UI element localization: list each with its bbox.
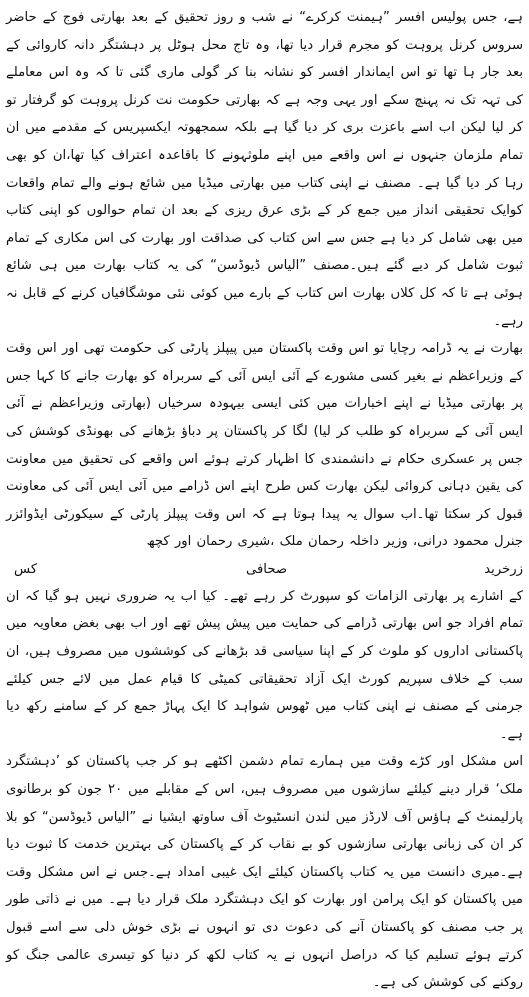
paragraph-4: اس مشکل اور کڑے وقت میں ہمارے تمام دشمن اکٹھے ہو کر جب پاکستان کو ’دہشتگرد ملک‘ قرار دینے کیلئے سازشوں میں مصروف ہیں، اس کے مقابلے میں ۲۰ جون کو برطانوی پارلیمنٹ کے ہاؤس آف لارڈز میں لندن انسٹیوٹ آف ساوتھ ایشیا نے ”الیاس ڈیوڈسن“ کو بلا کر ان کی زبانی بھارتی سازشوں کو بے نقاب کر کے پاکستان کی بہترین خدمت کا ثبوت دیا ہے۔میری دانست میں یہ کتاب پاکستان کیلئے ایک غیبی امداد ہے۔جس نے اس مشکل وقت میں پاکستان کو ایک پرامن اور بھارت کو ایک دہشتگرد ملک قرار دیا ہے۔ میں نے ذاتی طور پر جب مصنف کو پاکستان آنے کی دعوت دی تو انہوں نے بڑی خوش دلی سے اسے قبول کرتے ہوئے تسلیم کیا کہ دراصل انہوں نے یہ کتاب لکھ کر دنیا کو تیسری عالمی جنگ کو روکنے کی کوشش کی ہے۔ [6,754,523,991]
paragraph-2: بھارت نے یہ ڈرامہ رچایا تو اس وقت پاکستان میں پیپلز پارٹی کی حکومت تھی اور اس وقت کے وزیراعظم نے بغیر کسی مشورے کے آئی ایس آئی کے سربراہ کو بھارت جانے کا کہا جس پر بھارتی میڈیا نے اپنے اخبارات میں کئی ایسی بیہودہ سرخیاں (بھارتی وزیراعظم نے آئی ایس آئی کے سربراہ کو طلب کر لیا) لگا کر پاکستان پر دباؤ بڑھانے کی بھونڈی کوشش کی جس پر عسکری حکام نے دانشمندی کا اظہار کرتے ہوئے اس واقعے کی تحقیق میں معاونت کی یقین دہانی کروائی لیکن بھارت کس طرح اپنے اس ڈرامے میں آئی ایس آئی کی معاونت قبول کر سکتا تھا۔اب سوال یہ پیدا ہوتا ہے کہ اس وقت پیپلز پارٹی کے سیکورٹی ایڈوائزر جنرل محمود درانی، وزیر داخلہ رحمان ملک ،شیری رحمان اور کچھ [6,341,523,550]
paragraph-3: کے اشارے پر بھارتی الزامات کو سپورٹ کر رہے تھے۔ کیا اب یہ ضروری نہیں ہو گیا کہ ان تمام افراد جو اس بھارتی ڈرامے کی حمایت میں پیش پیش تھے اور اب بھی بغض معاویہ میں پاکستانی اداروں کو ملوث کر کے اپنا سیاسی قد بڑھانے کی کوششوں میں مصروف ہیں، ان سب کے خلاف سپریم کورٹ ایک آزاد تحقیقاتی کمیٹی کا قیام عمل میں لائے جس کیلئے جرمنی کے مصنف نے اپنی کتاب میں ٹھوس شواہد کا ایک پہاڑ جمع کر کے سامنے رکھ دیا ہے۔ [6,588,523,742]
spaced-word-right: زرخرید [484,561,523,577]
spaced-word-left: کس [14,561,38,577]
spaced-words-line [6,556,523,583]
spaced-word-middle: صحافی [246,561,288,577]
paragraph-1: ہے، جس پولیس افسر ”ہیمنت کرکرے“ نے شب و روز تحقیق کے بعد بھارتی فوج کے حاضر سروس کرنل پروہت کو مجرم قرار دیا تھا، وہ تاج محل ہوٹل پر دہشتگر دانہ کاروائی کے بعد جار ہا تھا تو اس ایماندار افسر کو نشانہ بنا کر گولی ماری گئی تا کہ وہ اس معاملے کی تہہ تک نہ پہنچ سکے اور یہی وجہ ہے کہ بھارتی حکومت نت کرنل پروہت کو گرفتار تو کر لیا لیکن اب اسے باعزت بری کر دیا گیا ہے بلکہ سمجھوتہ ایکسپریس کے مقدمے میں ان تمام ملزمان جنہوں نے اس واقعے میں اپنے ملوثہونے کا باقاعدہ اعتراف کیا تھا،ان کو بھی رہا کر دیا گیا ہے۔ مصنف نے اپنی کتاب میں بھارتی میڈیا میں شائع ہونے والے تمام واقعات کوایک تحقیقی انداز میں جمع کر کے بڑی عرق ریزی کے بعد ان تمام حوالوں کو اپنی کتاب میں بھی شامل کر دیا ہے جس سے اس کتاب کی صداقت اور بھارت کی اس مکاری کے تمام ثبوت شامل کر دیے گئے ہیں۔مصنف ”الیاس ڈیوڈسن“ کی یہ کتاب بھارت میں ہی شائع ہوئی ہے تا کہ کل کلاں بھارت اس کتاب کے بارے میں کوئی نئی موشگافیاں کرنے کے قابل نہ رہے۔ [6,10,523,329]
